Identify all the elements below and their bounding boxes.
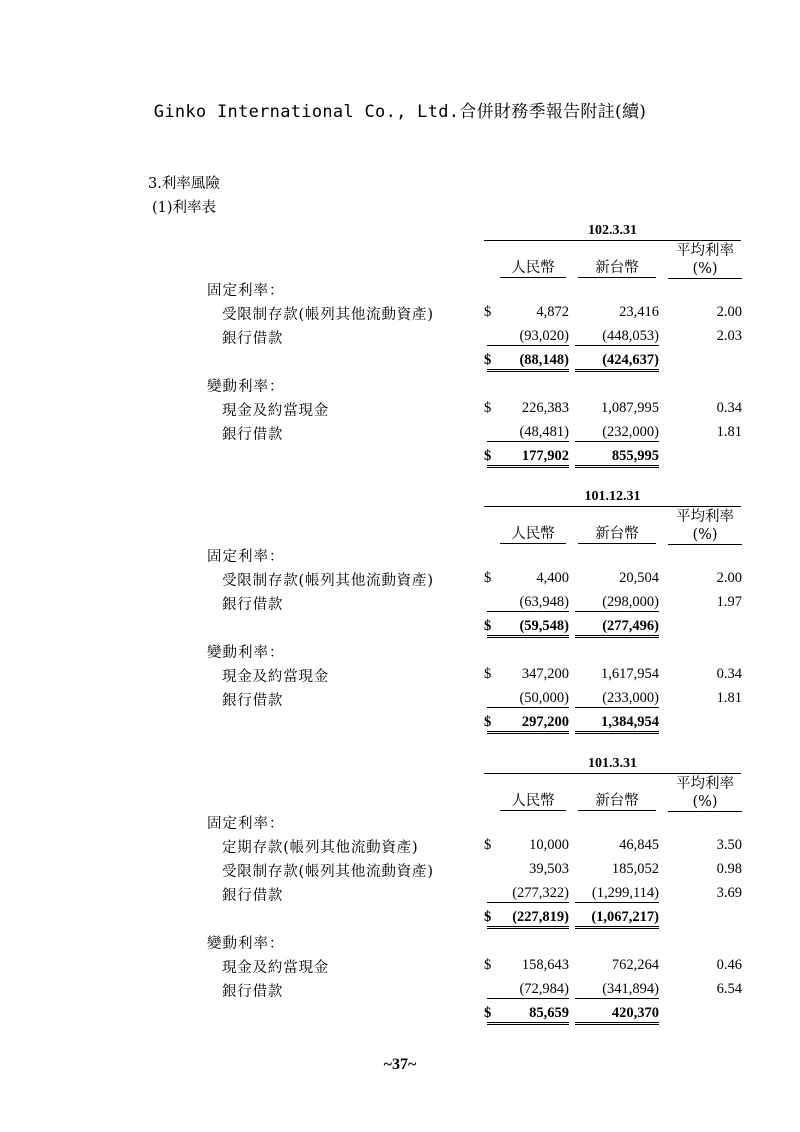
dollar-sign: $ — [484, 304, 492, 320]
rate-value: 2.03 — [716, 328, 742, 344]
rate-table-block — [0, 223, 800, 483]
twd-value: 23,416 — [619, 304, 659, 320]
rmb-value: 297,200 — [487, 714, 569, 734]
total-row — [0, 1004, 800, 1026]
row-label: 銀行借款 — [222, 888, 284, 904]
col-header-rmb: 人民幣 — [500, 792, 566, 811]
col-header-rmb: 人民幣 — [500, 259, 566, 278]
total-row — [0, 908, 800, 930]
twd-value: (1,067,217) — [575, 909, 659, 929]
rate-value: 1.81 — [716, 424, 742, 440]
col-header-rmb: 人民幣 — [500, 525, 566, 544]
table-row — [0, 423, 800, 445]
fixed-rate-label: 固定利率： — [207, 283, 285, 299]
section-heading: 3.利率風險 — [148, 176, 220, 192]
twd-value: 1,087,995 — [601, 400, 659, 416]
row-label: 銀行借款 — [222, 693, 284, 709]
fixed-rate-label: 固定利率： — [207, 816, 285, 832]
rmb-value: (72,984) — [487, 981, 569, 999]
rmb-value: 226,383 — [521, 400, 569, 416]
rate-table-block — [0, 489, 800, 749]
table-row — [0, 956, 800, 978]
rate-header-line2: (%) — [668, 260, 742, 279]
rmb-value: 85,659 — [487, 1005, 569, 1025]
twd-value: (1,299,114) — [575, 885, 659, 903]
rate-value: 1.81 — [716, 690, 742, 706]
table-row — [0, 836, 800, 858]
twd-value: 420,370 — [575, 1005, 659, 1025]
row-label: 現金及約當現金 — [222, 960, 330, 976]
row-label: 受限制存款(帳列其他流動資產) — [222, 307, 434, 323]
rate-value: 0.46 — [716, 957, 742, 973]
col-header-rate — [668, 775, 742, 812]
table-row — [0, 689, 800, 711]
row-label: 現金及約當現金 — [222, 669, 330, 685]
rmb-value: 4,400 — [536, 570, 569, 586]
variable-rate-label: 變動利率： — [207, 379, 285, 395]
total-row — [0, 617, 800, 639]
row-label: 現金及約當現金 — [222, 403, 330, 419]
rate-value: 0.34 — [716, 400, 742, 416]
variable-rate-label: 變動利率： — [207, 936, 285, 952]
row-label: 定期存款(帳列其他流動資產) — [222, 840, 419, 856]
rate-value: 1.97 — [716, 594, 742, 610]
rmb-value: (88,148) — [487, 352, 569, 372]
table-date: 101.3.31 — [484, 756, 741, 774]
dollar-sign: $ — [484, 666, 492, 682]
dollar-sign: $ — [484, 957, 492, 973]
twd-value: (298,000) — [575, 594, 659, 612]
variable-rate-label: 變動利率： — [207, 645, 285, 661]
col-header-twd: 新台幣 — [578, 792, 656, 811]
rate-value: 2.00 — [716, 304, 742, 320]
twd-value: (448,053) — [575, 328, 659, 346]
rmb-value: (63,948) — [487, 594, 569, 612]
table-row — [0, 303, 800, 325]
rate-value: 0.98 — [716, 861, 742, 877]
dollar-sign: $ — [484, 1005, 492, 1021]
twd-value: (341,894) — [575, 981, 659, 999]
twd-value: 185,052 — [611, 861, 659, 877]
col-header-rate — [668, 242, 742, 279]
rmb-value: (277,322) — [487, 885, 569, 903]
table-row — [0, 399, 800, 421]
row-label: 銀行借款 — [222, 984, 284, 1000]
twd-value: (424,637) — [575, 352, 659, 372]
rmb-value: (50,000) — [487, 690, 569, 708]
dollar-sign: $ — [484, 352, 492, 368]
dollar-sign: $ — [484, 618, 492, 634]
row-label: 受限制存款(帳列其他流動資產) — [222, 864, 434, 880]
rmb-value: 10,000 — [529, 837, 569, 853]
rmb-value: 347,200 — [521, 666, 569, 682]
dollar-sign: $ — [484, 837, 492, 853]
subsection-heading: (1)利率表 — [152, 200, 217, 216]
title-latin: Ginko International Co., Ltd. — [153, 102, 460, 122]
twd-value: 762,264 — [611, 957, 659, 973]
table-row — [0, 593, 800, 615]
twd-value: (277,496) — [575, 618, 659, 638]
total-row — [0, 351, 800, 373]
rmb-value: 177,902 — [487, 448, 569, 468]
rmb-value: 4,872 — [536, 304, 569, 320]
dollar-sign: $ — [484, 909, 492, 925]
table-row — [0, 860, 800, 882]
dollar-sign: $ — [484, 570, 492, 586]
row-label: 銀行借款 — [222, 331, 284, 347]
twd-value: (232,000) — [575, 424, 659, 442]
twd-value: 20,504 — [619, 570, 659, 586]
rate-header-line1: 平均利率 — [676, 243, 734, 259]
page-number: ~37~ — [383, 1056, 417, 1073]
twd-value: 1,384,954 — [575, 714, 659, 734]
rate-value: 6.54 — [716, 981, 742, 997]
rmb-value: (48,481) — [487, 424, 569, 442]
rate-table-block — [0, 756, 800, 1021]
total-row — [0, 713, 800, 735]
row-label: 銀行借款 — [222, 597, 284, 613]
dollar-sign: $ — [484, 400, 492, 416]
rate-header-line1: 平均利率 — [676, 509, 734, 525]
col-header-twd: 新台幣 — [578, 259, 656, 278]
rate-header-line2: (%) — [668, 793, 742, 812]
table-row — [0, 980, 800, 1002]
table-date: 102.3.31 — [484, 223, 741, 241]
total-row — [0, 447, 800, 469]
rmb-value: (59,548) — [487, 618, 569, 638]
rate-value: 3.69 — [716, 885, 742, 901]
dollar-sign: $ — [484, 714, 492, 730]
rmb-value: 39,503 — [529, 861, 569, 877]
row-label: 銀行借款 — [222, 427, 284, 443]
table-row — [0, 569, 800, 591]
dollar-sign: $ — [484, 448, 492, 464]
table-row — [0, 665, 800, 687]
col-header-rate — [668, 508, 742, 545]
rmb-value: (227,819) — [487, 909, 569, 929]
rmb-value: 158,643 — [521, 957, 569, 973]
rate-value: 0.34 — [716, 666, 742, 682]
rate-value: 2.00 — [716, 570, 742, 586]
rmb-value: (93,020) — [487, 328, 569, 346]
table-row — [0, 884, 800, 906]
twd-value: 855,995 — [575, 448, 659, 468]
rate-value: 3.50 — [716, 837, 742, 853]
table-date: 101.12.31 — [484, 489, 741, 507]
rate-header-line2: (%) — [668, 526, 742, 545]
twd-value: 1,617,954 — [601, 666, 659, 682]
twd-value: 46,845 — [619, 837, 659, 853]
row-label: 受限制存款(帳列其他流動資產) — [222, 573, 434, 589]
rate-header-line1: 平均利率 — [676, 776, 734, 792]
title-cjk: 合併財務季報告附註(續) — [459, 102, 647, 122]
col-header-twd: 新台幣 — [578, 525, 656, 544]
table-row — [0, 327, 800, 349]
twd-value: (233,000) — [575, 690, 659, 708]
page-title — [0, 97, 800, 122]
fixed-rate-label: 固定利率： — [207, 549, 285, 565]
